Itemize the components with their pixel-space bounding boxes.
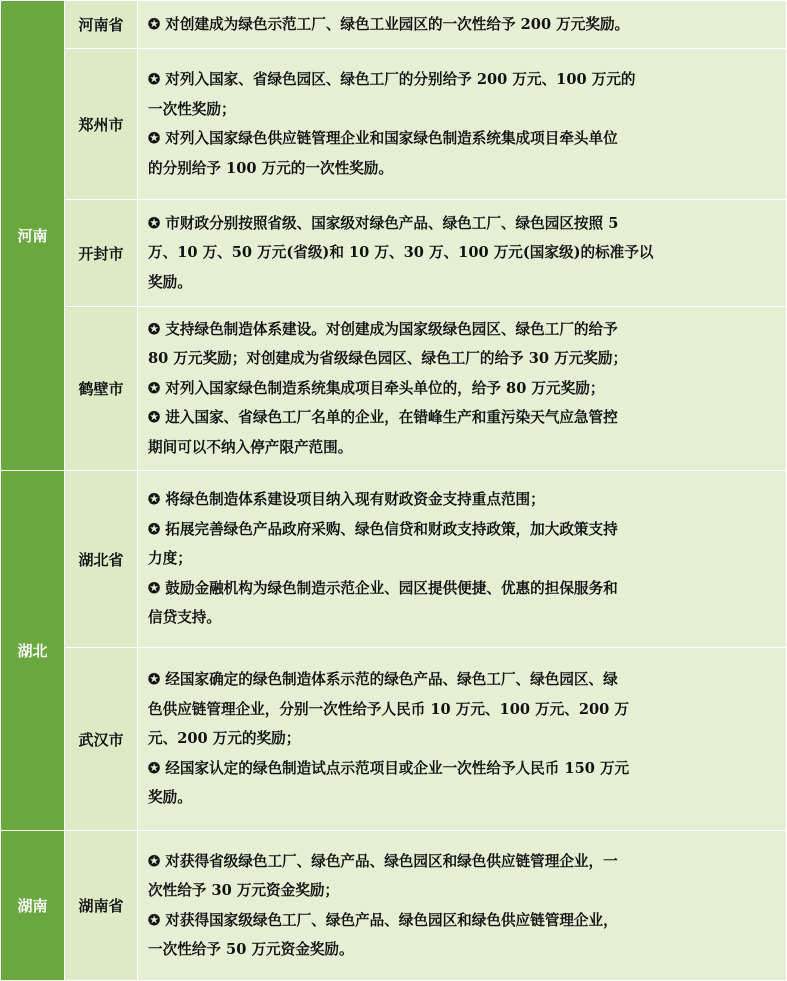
policy-line: ✪ 拓展完善绿色产品政府采购、绿色信贷和财政支持政策，加大政策支持: [148, 520, 618, 538]
table-row: [1, 471, 787, 648]
table-row: [1, 200, 787, 307]
city-cell: 武汉市: [65, 648, 138, 831]
policy-line: 一次性奖励；: [148, 100, 236, 118]
policy-line: 80 万元奖励；对创建成为省级绿色园区、绿色工厂的给予 30 万元奖励；: [148, 350, 628, 368]
policy-cell: [138, 471, 787, 648]
table-row: [1, 49, 787, 200]
table-row: [1, 648, 787, 831]
policy-line: ✪ 鼓励金融机构为绿色制造示范企业、园区提供便捷、优惠的担保服务和: [148, 579, 618, 597]
policy-line: ✪ 对列入国家绿色制造系统集成项目牵头单位的，给予 80 万元奖励；: [148, 379, 605, 397]
city-cell: 河南省: [65, 1, 138, 49]
city-cell: 开封市: [65, 200, 138, 307]
policy-cell: [138, 307, 787, 471]
policy-line: 力度；: [148, 550, 192, 568]
policy-line: 万、10 万、50 万元(省级)和 10 万、30 万、100 万元(国家级)的标准予以: [148, 244, 654, 262]
policy-line: 奖励。: [148, 789, 192, 807]
policy-line: ✪ 对创建成为绿色示范工厂、绿色工业园区的一次性给予 200 万元奖励。: [148, 15, 630, 33]
policy-line: ✪ 支持绿色制造体系建设。对创建成为国家级绿色园区、绿色工厂的给予: [148, 320, 618, 338]
policy-line: ✪ 对列入国家绿色供应链管理企业和国家绿色制造系统集成项目牵头单位: [148, 130, 618, 147]
policy-line: ✪ 对获得国家级绿色工厂、绿色产品、绿色园区和绿色供应链管理企业，: [148, 911, 618, 929]
city-cell: 郑州市: [65, 49, 138, 200]
policy-line: 的分别给予 100 万元的一次性奖励。: [148, 159, 393, 177]
policy-cell: [138, 200, 787, 307]
policy-line: 一次性给予 50 万元资金奖励。: [148, 941, 354, 958]
policy-line: 期间可以不纳入停产限产范围。: [148, 438, 353, 456]
policy-line: ✪ 市财政分别按照省级、国家级对绿色产品、绿色工厂、绿色园区按照 5: [148, 214, 619, 232]
policy-line: ✪ 进入国家、省绿色工厂名单的企业，在错峰生产和重污染天气应急管控: [148, 409, 618, 427]
policy-line: 色供应链管理企业，分别一次性给予人民币 10 万元、100 万元、200 万: [148, 700, 629, 718]
policy-line: ✪ 将绿色制造体系建设项目纳入现有财政资金支持重点范围；: [148, 491, 545, 509]
policy-line: ✪ 经国家认定的绿色制造试点示范项目或企业一次性给予人民币 150 万元: [148, 759, 630, 777]
policy-line: ✪ 对获得省级绿色工厂、绿色产品、绿色园区和绿色供应链管理企业，一: [148, 852, 618, 870]
policy-line: ✪ 对列入国家、省绿色园区、绿色工厂的分别给予 200 万元、100 万元的: [148, 71, 636, 88]
province-cell: 湖北: [1, 471, 65, 831]
table-row: [1, 1, 787, 49]
policy-line: 次性给予 30 万元资金奖励；: [148, 882, 340, 899]
policy-cell: [138, 831, 787, 981]
policy-line: ✪ 经国家确定的绿色制造体系示范的绿色产品、绿色工厂、绿色园区、绿: [148, 671, 618, 689]
table-row: [1, 831, 787, 981]
city-cell: 鹤壁市: [65, 307, 138, 471]
city-cell: 湖北省: [65, 471, 138, 648]
table-row: [1, 307, 787, 471]
policy-cell: [138, 648, 787, 831]
policy-line: 元、200 万元的奖励；: [148, 730, 301, 748]
policy-line: 信贷支持。: [148, 609, 221, 627]
policy-cell: [138, 49, 787, 200]
policy-line: 奖励。: [148, 273, 192, 291]
policy-cell: [138, 1, 787, 49]
province-cell: 河南: [1, 1, 65, 471]
province-cell: 湖南: [1, 831, 65, 981]
city-cell: 湖南省: [65, 831, 138, 981]
